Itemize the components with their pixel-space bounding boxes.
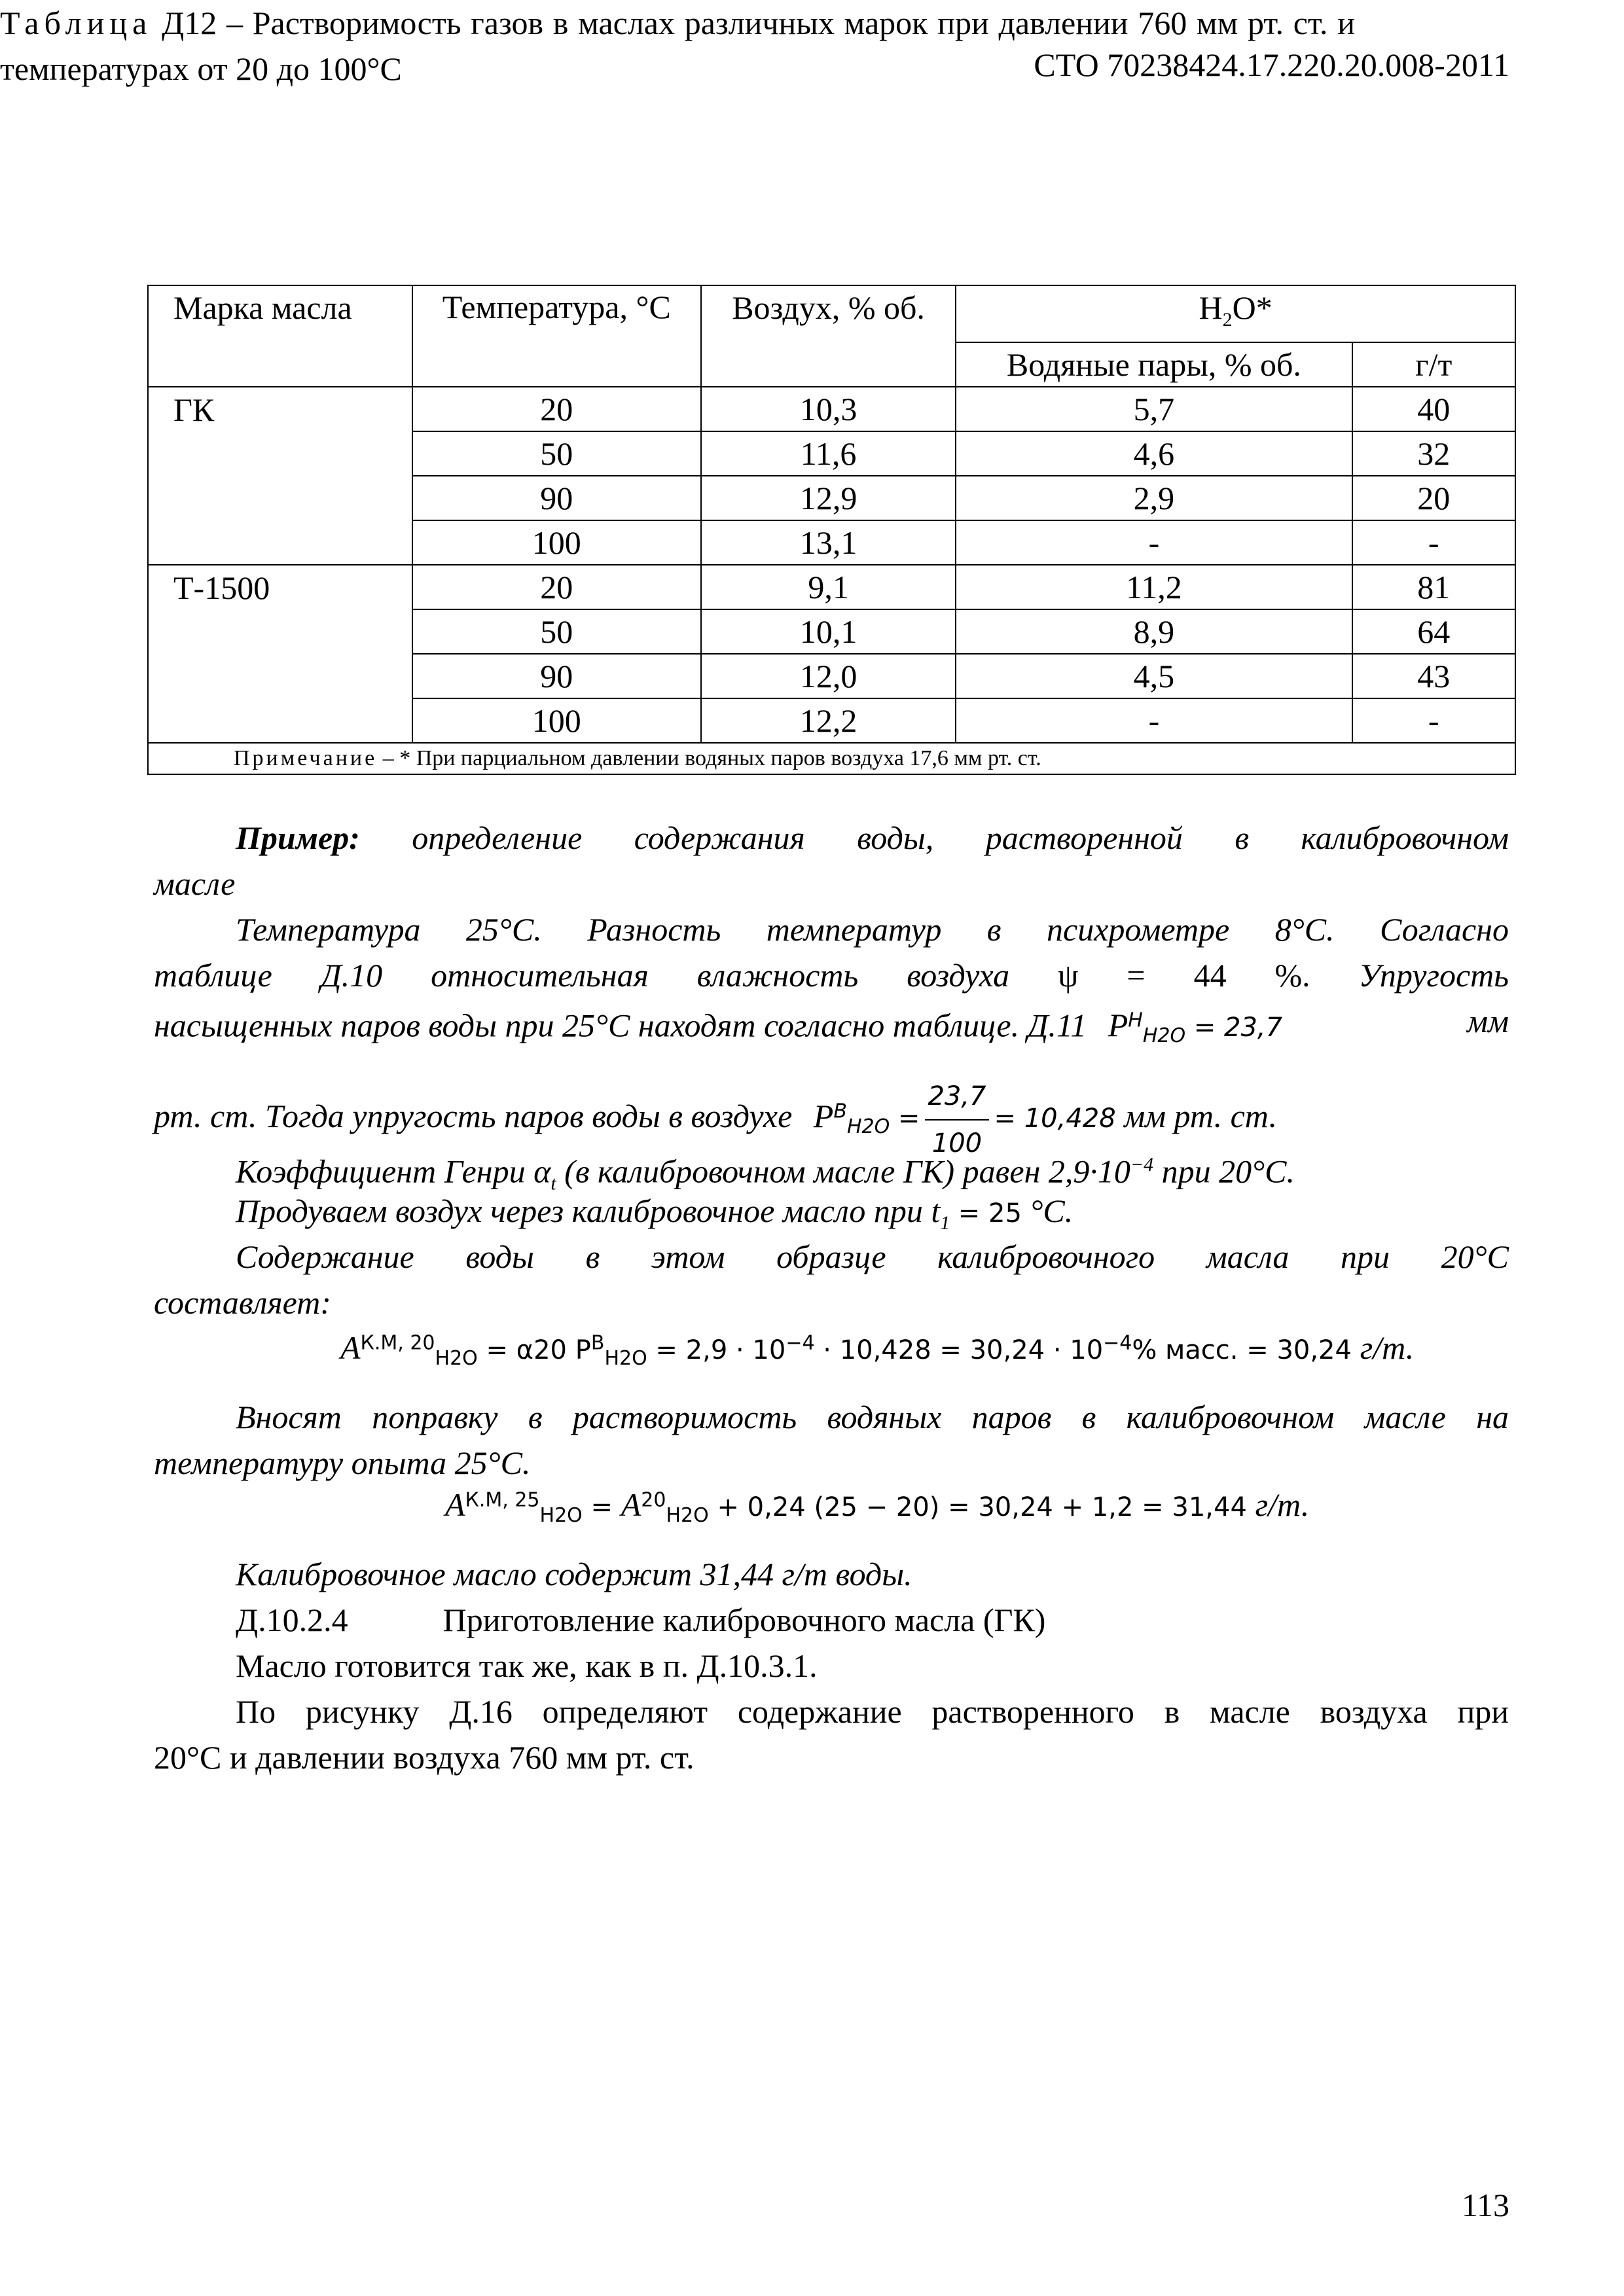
humidity-value: ψ = 44 %. <box>1058 957 1310 994</box>
temp-cell: 100 <box>412 698 701 743</box>
f1-body: = α20 P <box>486 1335 591 1365</box>
gas-solubility-table <box>147 285 1516 775</box>
table-row <box>148 431 1515 476</box>
air-cell: 9,1 <box>701 565 956 609</box>
table-row <box>148 520 1515 565</box>
f2-mid-sub: H2O <box>666 1504 709 1527</box>
line4-b: мм рт. ст. <box>1124 1098 1277 1134</box>
air-cell: 12,9 <box>701 476 956 520</box>
correction-line-2: температуру опыта 25°С. <box>154 1444 531 1481</box>
line2-a: таблице Д.10 относительная влажность воздуха <box>154 957 1010 994</box>
air-cell: 10,3 <box>701 387 956 431</box>
h2o-2: 2 <box>1222 309 1233 331</box>
gt-cell: 20 <box>1352 476 1516 520</box>
f1-p-sup: B <box>590 1331 605 1355</box>
correction-line-1: Вносят поправку в растворимость водяных паров в калибровочном масле на <box>236 1399 1509 1435</box>
note-text: – * При парциальном давлении водяных паров воздуха 17,6 мм рт. ст. <box>382 746 1041 770</box>
air-cell: 10,1 <box>701 609 956 654</box>
example-title-text: определение содержания воды, растворенной в калибровочном <box>412 819 1509 856</box>
header-h2o <box>956 285 1515 342</box>
blow-a: Продуваем воздух через калибровочное масло при <box>236 1193 923 1229</box>
f1-rest: = 2,9 · 10 <box>655 1335 786 1365</box>
temp-cell: 50 <box>412 609 701 654</box>
p-sub: H2O <box>1142 1024 1186 1048</box>
section-number: Д.10.2.4 <box>236 1602 348 1638</box>
temp-cell: 100 <box>412 520 701 565</box>
vapor-cell: 8,9 <box>956 609 1352 654</box>
temp-cell: 20 <box>412 565 701 609</box>
vapor-cell: 2,9 <box>956 476 1352 520</box>
table-caption-label: Таблица <box>0 5 153 41</box>
temp-cell: 20 <box>412 387 701 431</box>
vapor-cell: 4,5 <box>956 654 1352 698</box>
vapor-cell: 11,2 <box>956 565 1352 609</box>
f1-exp1: −4 <box>785 1331 815 1355</box>
air-cell: 11,6 <box>701 431 956 476</box>
content-line-2: составляет: <box>154 1284 331 1321</box>
table-caption-text: Д12 – Растворимость газов в маслах различных марок при давлении 760 мм рт. ст. и температурах от 20 до 100°С <box>0 5 1356 87</box>
table-note-row <box>148 743 1515 774</box>
vapor-cell: 5,7 <box>956 387 1352 431</box>
f2-lhs-sub: H2O <box>539 1504 583 1527</box>
f1-unit: г/т. <box>1360 1329 1415 1366</box>
table-row <box>148 654 1515 698</box>
air-cell: 12,2 <box>701 698 956 743</box>
section-heading <box>154 1597 1509 1643</box>
gt-cell: 81 <box>1352 565 1516 609</box>
note-label: Примечание <box>234 746 378 770</box>
f1-rest3: % масс. = 30,24 <box>1132 1335 1352 1365</box>
line2-c: Упругость <box>1358 957 1509 994</box>
brand-cell-empty <box>148 520 412 565</box>
f1-lhs-sup: К.М, 20 <box>360 1331 435 1355</box>
example-label: Пример: <box>236 819 360 856</box>
temp-cell: 90 <box>412 654 701 698</box>
p-val: = 23,7 <box>1193 1013 1283 1043</box>
example-line-3 <box>154 998 1509 1059</box>
temp-cell: 90 <box>412 476 701 520</box>
example-line-2 <box>154 952 1509 998</box>
table-row <box>148 698 1515 743</box>
air-cell: 13,1 <box>701 520 956 565</box>
pressure-formula-saturated: $P^Н_{H2O} = 23,7$ <box>1108 1007 1283 1048</box>
f1-p-sub: H2O <box>604 1347 647 1370</box>
p-sup: Н <box>1128 1009 1143 1032</box>
f1-lhs-sub: H2O <box>435 1347 478 1370</box>
example-line-1: Температура 25°С. Разность температур в психрометре 8°С. Согласно <box>236 911 1509 948</box>
section-text-2-line-1: По рисунку Д.16 определяют содержание растворенного в масле воздуха при <box>236 1693 1509 1730</box>
numerator: 23,7 <box>925 1073 988 1121</box>
gt-cell: - <box>1352 698 1516 743</box>
vapor-cell: - <box>956 698 1352 743</box>
p-val: = 10,428 <box>994 1103 1116 1134</box>
table-row <box>148 476 1515 520</box>
f2-unit: г/т. <box>1255 1486 1310 1523</box>
header-oil-brand: Марка масла <box>148 285 412 387</box>
f1-rest2: · 10,428 = 30,24 · 10 <box>823 1335 1104 1365</box>
brand-cell: Т-1500 <box>148 565 412 609</box>
section-title: Приготовление калибровочного масла (ГК) <box>442 1602 1046 1638</box>
gt-cell: 43 <box>1352 654 1516 698</box>
header-gt: г/т <box>1352 342 1516 387</box>
brand-cell-empty <box>148 609 412 654</box>
henry-c: при 20°С. <box>1161 1153 1295 1190</box>
pressure-formula-air: $P^B_{H2O}$ = $\frac{23,7}{100}$ = 10,428 <box>814 1103 1116 1134</box>
header-temperature: Температура, °С <box>412 285 701 387</box>
line3-b: мм <box>1467 1003 1509 1039</box>
section-text-1: Масло готовится так же, как в п. Д.10.3.1. <box>236 1647 818 1684</box>
vapor-cell: 4,6 <box>956 431 1352 476</box>
f2-lhs-sup: К.М, 25 <box>465 1488 540 1512</box>
brand-cell-empty <box>148 698 412 743</box>
page-number: 113 <box>1461 2187 1509 2223</box>
gt-cell: 64 <box>1352 609 1516 654</box>
formula-1: $A^{К.М, 20}_{H2O} = \alpha 20$ $P^B_{H2O} = 2,9 \cdot 10^{-4} \cdot 10,428 = 30,24 \cdot 10^{-4}\%$ масс. = 30,24 г/т. <box>340 1329 1415 1370</box>
gt-cell: 40 <box>1352 387 1516 431</box>
henry-a: Коэффициент Генри α <box>236 1153 551 1190</box>
gt-cell: - <box>1352 520 1516 565</box>
brand-cell-empty <box>148 476 412 520</box>
brand-cell-empty <box>148 431 412 476</box>
section-text-2-line-2: 20°С и давлении воздуха 760 мм рт. ст. <box>154 1739 695 1776</box>
conclusion: Калибровочное масло содержит 31,44 г/т воды. <box>236 1556 912 1592</box>
blow-t-sub: 1 <box>940 1212 950 1234</box>
temp-cell: 50 <box>412 431 701 476</box>
blow-b: °С. <box>1030 1193 1074 1229</box>
table-row <box>148 609 1515 654</box>
formula-2: $A^{К.М, 25}_{H2O} = A^{20}_{H2O} + 0,24$ (25 − 20) = 30,24 + 1,2 = 31,44 г/т. <box>445 1486 1310 1527</box>
p-sub: H2O <box>846 1115 890 1138</box>
content-line-1: Содержание воды в этом образце калибровочного масла при 20°С <box>236 1238 1509 1275</box>
blow-val: = 25 <box>958 1198 1022 1229</box>
example-title-end: масле <box>154 865 236 902</box>
brand-cell: ГК <box>148 387 412 431</box>
table-row <box>148 565 1515 609</box>
henry-b: (в калибровочном масле ГК) равен 2,9·10 <box>564 1153 1130 1190</box>
henry-sub: t <box>550 1172 556 1194</box>
h2o-h: H <box>1199 289 1223 326</box>
henry-exp: −4 <box>1130 1154 1154 1175</box>
f2-mid-sup: 20 <box>641 1488 666 1512</box>
blow-t: t <box>931 1193 941 1229</box>
air-cell: 12,0 <box>701 654 956 698</box>
denominator: 100 <box>931 1128 983 1158</box>
line4-a: рт. ст. Тогда упругость паров воды в воздухе <box>154 1098 793 1134</box>
brand-cell-empty <box>148 654 412 698</box>
table-header-row <box>148 285 1515 342</box>
header-vapor: Водяные пары, % об. <box>956 342 1352 387</box>
h2o-o: O* <box>1232 289 1272 326</box>
p-sup: B <box>833 1100 847 1123</box>
example-title <box>154 815 1509 861</box>
table-row <box>148 387 1515 431</box>
line3-a: насыщенных паров воды при 25°С находят согласно таблице. Д.11 <box>154 1007 1087 1044</box>
f1-exp2: −4 <box>1103 1331 1132 1355</box>
f2-rest: + 0,24 (25 − 20) = 30,24 + 1,2 = 31,44 <box>717 1492 1247 1522</box>
gt-cell: 32 <box>1352 431 1516 476</box>
vapor-cell: - <box>956 520 1352 565</box>
table-note <box>148 743 1515 774</box>
header-air: Воздух, % об. <box>701 285 956 387</box>
document-code: СТО 70238424.17.220.20.008-2011 <box>1034 46 1509 83</box>
